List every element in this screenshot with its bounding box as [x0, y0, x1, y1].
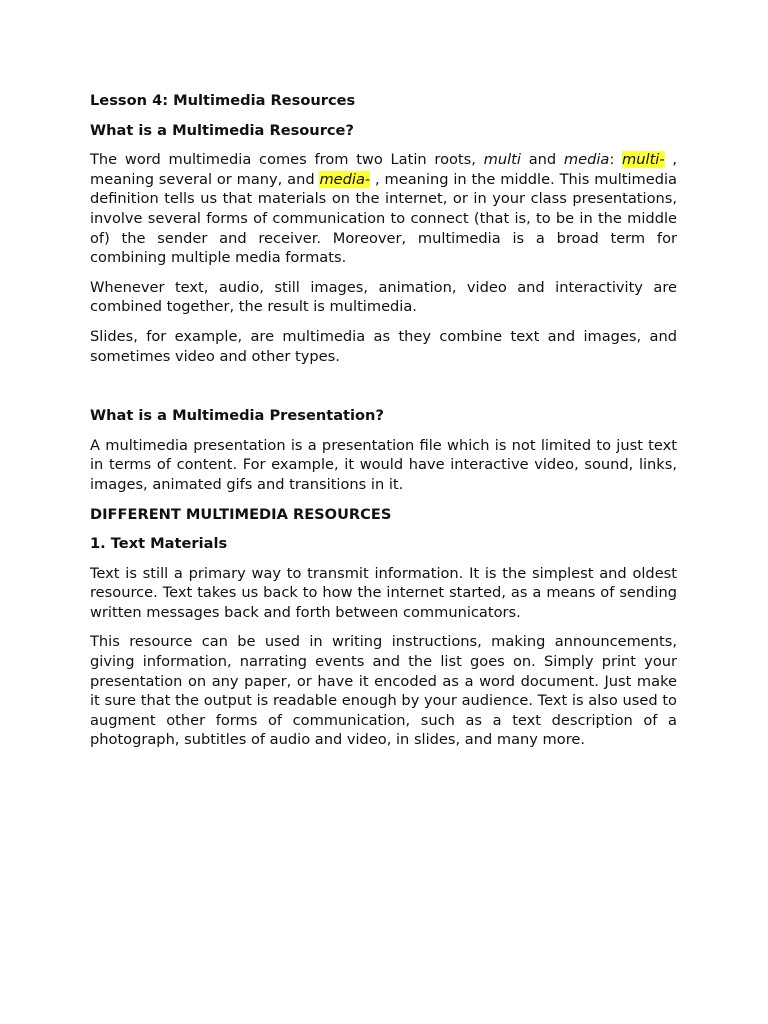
intro-and: and [520, 151, 564, 169]
paragraph-slides: Slides, for example, are multimedia as they combine text and images, and sometimes video and other types. [90, 327, 677, 365]
intro-text-3: , meaning in the middle. This multimedia definition tells us that materials on the internet, or in your class presentations, involve several forms of communication to connect (that is, to be in the middle of) the sender and receiver. Moreover, multimedia is a broad term for combining multiple media formats. [90, 170, 677, 267]
paragraph-presentation: A multimedia presentation is a presentation file which is not limited to just text in terms of content. For example, it would have interactive video, sound, links, images, animated gifs and transitions in it. [90, 436, 677, 493]
intro-colon: : [609, 151, 623, 169]
root-multi: multi [483, 151, 521, 169]
paragraph-text-1: Text is still a primary way to transmit information. It is the simplest and oldest resource. Text takes us back to how the internet started, as a means of sending written messages back and forth between communicators. [90, 564, 677, 621]
root-media: media [563, 151, 610, 169]
intro-paragraph [90, 150, 677, 268]
document-page [90, 91, 677, 760]
intro-text-2: , meaning several or many, and [90, 151, 678, 188]
heading-text-materials: 1. Text Materials [90, 535, 228, 553]
highlight-multi: multi- [622, 151, 665, 169]
heading-multimedia-resource: What is a Multimedia Resource? [90, 121, 354, 139]
section-spacer [90, 376, 677, 406]
intro-text-1: The word multimedia comes from two Latin roots, [90, 151, 484, 169]
lesson-title: Lesson 4: Multimedia Resources [90, 92, 356, 109]
heading-multimedia-presentation: What is a Multimedia Presentation? [90, 407, 384, 425]
paragraph-whenever: Whenever text, audio, still images, animation, video and interactivity are combined together, the result is multimedia. [90, 278, 677, 316]
highlight-media: media- [319, 170, 371, 188]
paragraph-text-2: This resource can be used in writing instructions, making announcements, giving information, narrating events and the list goes on. Simply print your presentation on any paper, or have it encoded as a word document. Just make it sure that the output is readable enough by your audience. Text is also used to augment other forms of communication, such as a text description of a photograph, subtitles of audio and video, in slides, and many more. [90, 633, 677, 749]
heading-different-resources: DIFFERENT MULTIMEDIA RESOURCES [90, 505, 392, 523]
